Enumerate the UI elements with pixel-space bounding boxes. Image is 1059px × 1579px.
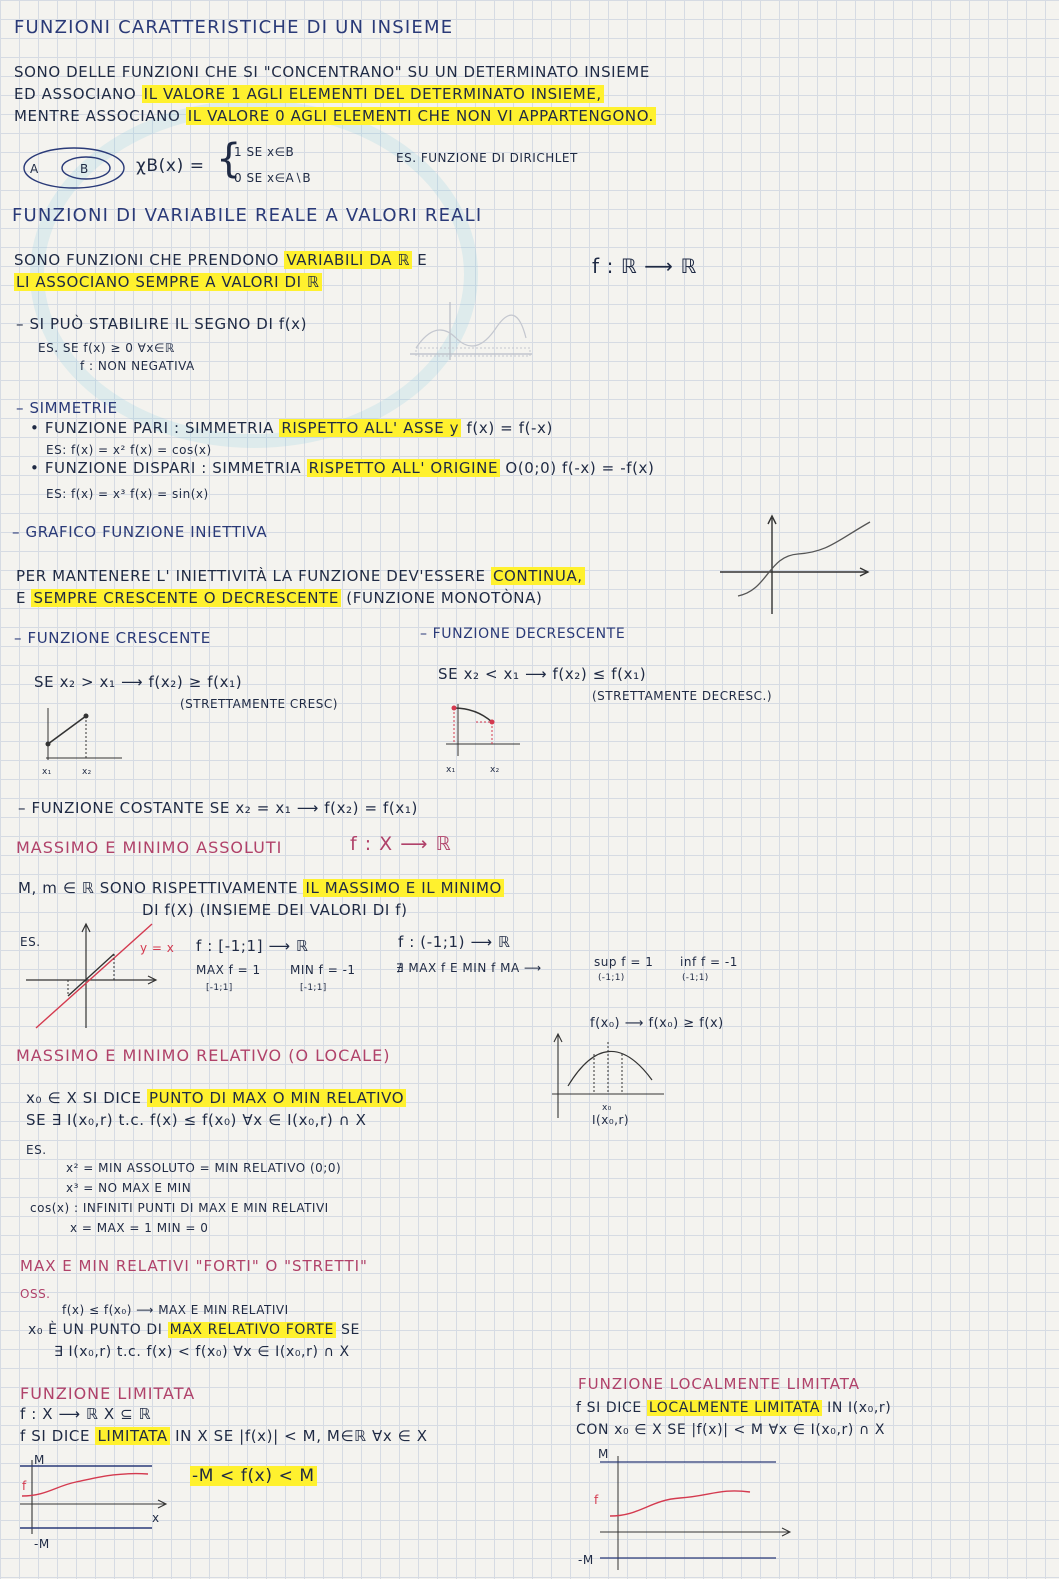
text-span: • FUNZIONE PARI : SIMMETRIA: [30, 419, 280, 437]
text-line: ES: f(x) = x² f(x) = cos(x): [46, 443, 212, 457]
text-line: [30, 458, 655, 478]
text-line: [576, 1398, 891, 1418]
x1-label: x₁: [42, 767, 52, 777]
text-line: [16, 588, 542, 608]
highlight: MAX RELATIVO FORTE: [169, 1322, 334, 1338]
section-title-characteristic-functions: FUNZIONI CARATTERISTICHE DI UN INSIEME: [14, 17, 454, 38]
f-label: f: [22, 1479, 27, 1493]
curve-label: y = x: [140, 941, 175, 955]
interval-open: (-1;1): [598, 973, 625, 983]
section-title-locally-bounded: FUNZIONE LOCALMENTE LIMITATA: [578, 1375, 861, 1393]
locally-bounded-graph: [580, 1452, 800, 1572]
brace: {: [216, 136, 243, 182]
text-span: M, m ∈ ℝ SONO RISPETTIVAMENTE: [18, 879, 304, 897]
domain-open: f : (-1;1) ⟶ ℝ: [398, 933, 511, 951]
highlight: CONTINUA,: [492, 567, 583, 585]
decreasing-note: (STRETTAMENTE DECRESC.): [592, 689, 773, 703]
text-line: [14, 106, 656, 126]
text-span: E: [16, 589, 32, 607]
interval-open-2: (-1;1): [682, 973, 709, 983]
highlight: LIMITATA: [97, 1427, 168, 1445]
highlight: SEMPRE CRESCENTE O DECRESCENTE: [33, 589, 339, 607]
text-line: – SI PUÒ STABILIRE IL SEGNO DI f(x): [16, 315, 308, 333]
highlight: LOCALMENTE LIMITATA: [648, 1400, 821, 1416]
abs-max-min-graph: [26, 920, 166, 1030]
set-a-label: A: [30, 162, 39, 176]
case-2: 0 SE x∈A∖B: [234, 171, 312, 185]
text-line: [18, 878, 504, 898]
section-title-injective: – GRAFICO FUNZIONE INIETTIVA: [12, 523, 268, 541]
text-line: SE ∃ I(x₀,r) t.c. f(x) ≤ f(x₀) ∀x ∈ I(x₀,r) ∩ X: [26, 1111, 367, 1129]
text-line: [20, 1426, 428, 1446]
section-title-real-functions: FUNZIONI DI VARIABILE REALE A VALORI REALI: [12, 205, 483, 226]
text-span: SONO FUNZIONI CHE PRENDONO: [14, 251, 285, 269]
lower-bound-label-local: -M: [578, 1553, 594, 1567]
text-span: IN I(x₀,r): [822, 1400, 892, 1416]
text-line: ES: f(x) = x³ f(x) = sin(x): [46, 487, 209, 501]
highlight: IL VALORE 1 AGLI ELEMENTI DEL DETERMINATO INSIEME,: [143, 85, 602, 103]
interval-label: I(x₀,r): [592, 1113, 630, 1127]
text-line: [26, 1088, 406, 1108]
interval-closed-2: [-1;1]: [300, 983, 327, 993]
section-title-symmetries: – SIMMETRIE: [16, 399, 118, 417]
section-title-increasing: – FUNZIONE CRESCENTE: [14, 629, 211, 647]
chi-formula: χB(x) =: [136, 156, 205, 176]
text-span: f SI DICE: [20, 1427, 96, 1445]
text-line: CON x₀ ∈ X SE |f(x)| < M ∀x ∈ I(x₀,r) ∩ X: [576, 1422, 886, 1438]
upper-bound-label: M: [34, 1453, 45, 1467]
text-span: x₀ ∈ X SI DICE: [26, 1089, 147, 1107]
injective-graph: [718, 510, 878, 616]
x1-label-dec: x₁: [446, 765, 456, 775]
text-line: [14, 84, 604, 104]
x2-label-dec: x₂: [490, 765, 500, 775]
highlight: VARIABILI DA ℝ: [286, 251, 410, 269]
inf-label: inf f = -1: [680, 955, 738, 969]
text-line: DI f(X) (INSIEME DEI VALORI DI f): [142, 901, 408, 919]
highlight: PUNTO DI MAX O MIN RELATIVO: [148, 1089, 405, 1107]
text-line: f(x) ≤ f(x₀) ⟶ MAX E MIN RELATIVI: [62, 1303, 289, 1317]
highlight: IL MASSIMO E IL MINIMO: [305, 879, 502, 897]
x0-label: x₀: [602, 1103, 612, 1113]
text-span: ED ASSOCIANO: [14, 85, 142, 103]
domain-closed: f : [-1;1] ⟶ ℝ: [196, 937, 309, 955]
highlight: LI ASSOCIANO SEMPRE A VALORI DI ℝ: [16, 273, 320, 291]
decreasing-graph: [436, 700, 526, 758]
text-line: f : X ⟶ ℝ X ⊆ ℝ: [20, 1405, 152, 1423]
text-span: f SI DICE: [576, 1400, 647, 1416]
es-label: ES.: [26, 1143, 47, 1157]
highlight: IL VALORE 0 AGLI ELEMENTI CHE NON VI APPARTENGONO.: [187, 107, 654, 125]
example-1: x² = MIN ASSOLUTO = MIN RELATIVO (0;0): [66, 1161, 342, 1175]
x-axis-label: x: [152, 1511, 160, 1525]
decreasing-rule: SE x₂ < x₁ ⟶ f(x₂) ≤ f(x₁): [438, 665, 647, 683]
interval-closed: [-1;1]: [206, 983, 233, 993]
text-span: IN X SE |f(x)| < M, M∈ℝ ∀x ∈ X: [169, 1427, 428, 1445]
increasing-rule: SE x₂ > x₁ ⟶ f(x₂) ≥ f(x₁): [34, 673, 243, 691]
text-span: x₀ È UN PUNTO DI: [28, 1322, 168, 1338]
highlight: RISPETTO ALL' ORIGINE: [308, 459, 499, 477]
text-span: O(0;0) f(-x) = -f(x): [500, 459, 655, 477]
text-line: SONO DELLE FUNZIONI CHE SI "CONCENTRANO" SU UN DETERMINATO INSIEME: [14, 63, 650, 81]
section-title-bounded: FUNZIONE LIMITATA: [20, 1384, 196, 1403]
example-2: x³ = NO MAX E MIN: [66, 1181, 192, 1195]
text-span: f(x) = f(-x): [461, 419, 553, 437]
example-3: cos(x) : INFINITI PUNTI DI MAX E MIN RELATIVI: [30, 1201, 329, 1215]
section-title-strong-rel: MAX E MIN RELATIVI "FORTI" O "STRETTI": [20, 1257, 368, 1275]
text-line: ES. SE f(x) ≥ 0 ∀x∈ℝ: [38, 341, 175, 355]
oss-label: OSS.: [20, 1287, 51, 1301]
text-span: (FUNZIONE MONOTÒNA): [340, 589, 543, 607]
es-label: ES.: [20, 935, 41, 949]
text-span: SE: [335, 1322, 360, 1338]
text-span: • FUNZIONE DISPARI : SIMMETRIA: [30, 459, 307, 477]
text-line: [14, 272, 322, 292]
section-title-decreasing: – FUNZIONE DECRESCENTE: [420, 626, 626, 642]
increasing-note: (STRETTAMENTE CRESC): [180, 697, 338, 711]
min-closed: MIN f = -1: [290, 963, 356, 977]
highlight: -M < f(x) < M: [192, 1466, 315, 1486]
increasing-graph: [36, 704, 126, 762]
text-line: [16, 566, 585, 586]
text-line: ∃ I(x₀,r) t.c. f(x) < f(x₀) ∀x ∈ I(x₀,r) ∩ X: [54, 1344, 350, 1360]
example-4: x = MAX = 1 MIN = 0: [70, 1221, 209, 1235]
x2-label: x₂: [82, 767, 92, 777]
text-span: MENTRE ASSOCIANO: [14, 107, 186, 125]
bound-inequality: [190, 1466, 317, 1486]
f-label-local: f: [594, 1493, 599, 1507]
highlight: RISPETTO ALL' ASSE y: [281, 419, 460, 437]
example-dirichlet: ES. FUNZIONE DI DIRICHLET: [396, 151, 578, 165]
text-line: [14, 250, 427, 270]
text-line: [30, 418, 553, 438]
text-span: E: [411, 251, 428, 269]
relative-graph-label: f(x₀) ⟶ f(x₀) ≥ f(x): [590, 1016, 724, 1031]
no-max-min: ∄ MAX f E MIN f MA ⟶: [396, 961, 542, 975]
section-title-rel-max-min: MASSIMO E MINIMO RELATIVO (O LOCALE): [16, 1046, 391, 1065]
upper-bound-label-local: M: [598, 1447, 609, 1461]
max-closed: MAX f = 1: [196, 963, 261, 977]
text-line: f : NON NEGATIVA: [80, 359, 195, 373]
sign-graph: [406, 298, 536, 372]
text-span: PER MANTENERE L' INIETTIVITÀ LA FUNZIONE DEV'ESSERE: [16, 567, 491, 585]
set-b-label: B: [80, 162, 89, 176]
case-1: 1 SE x∈B: [234, 145, 295, 159]
mapping-r-to-r: f : ℝ ⟶ ℝ: [592, 254, 697, 278]
mapping-x-to-r: f : X ⟶ ℝ: [350, 833, 452, 855]
text-line: [28, 1320, 360, 1340]
constant-function: – FUNZIONE COSTANTE SE x₂ = x₁ ⟶ f(x₂) = f(x₁): [18, 799, 418, 817]
lower-bound-label: -M: [34, 1537, 50, 1551]
sup-label: sup f = 1: [594, 955, 654, 969]
section-title-abs-max-min: MASSIMO E MINIMO ASSOLUTI: [16, 838, 283, 857]
